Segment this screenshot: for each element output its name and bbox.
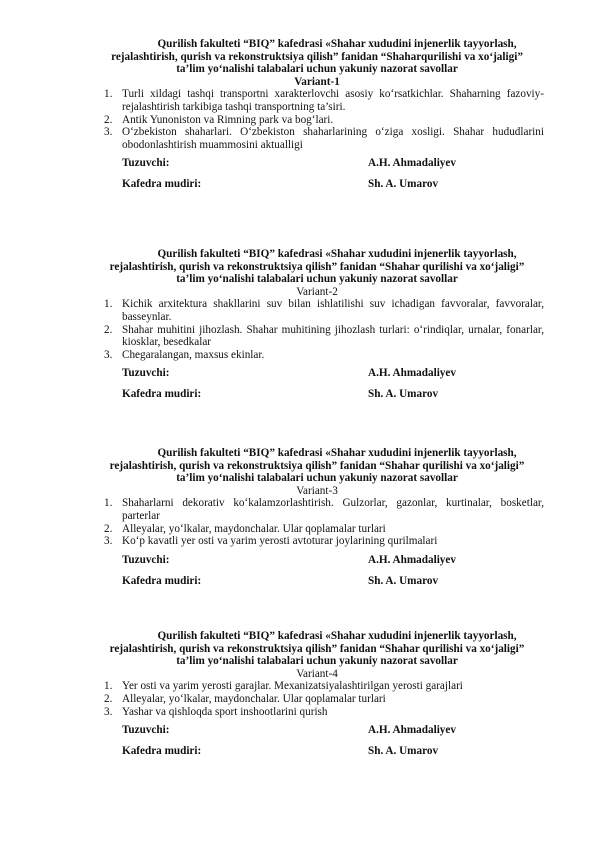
question-number: 2. [104,323,113,336]
question-item [0,680,596,693]
question-item [0,706,596,719]
variant-header [0,447,596,497]
question-text: Kichik arxitektura shakllarini suv bilan ishlatilishi suv ichadigan favvoralar, favvoralar, basseynlar. [122,298,544,323]
question-item [0,298,596,323]
question-number: 3. [104,348,113,361]
header-line-1: Qurilish fakulteti “BIQ” kafedrasi «Shahar xududini injenerlik tayyorlash, [157,38,517,50]
question-item [0,114,596,127]
header-line-3: ta’lim yo‘nalishi talabalari uchun yakuniy nazorat savollar [176,472,458,485]
mudir-name: Sh. A. Umarov [368,574,439,587]
question-list [0,497,596,547]
variant-block-2 [0,248,596,401]
signature-block [0,367,596,401]
mudir-label: Kafedra mudiri: [122,178,202,191]
header-line-1: Qurilish fakulteti “BIQ” kafedrasi «Shahar xududini injenerlik tayyorlash, [157,447,517,459]
question-number: 3. [104,126,113,139]
header-line-2: rejalashtirish, qurish va rekonstruktsiya qilish” fanidan “Shahar qurilishi va xo‘jaligi” [109,459,525,472]
question-number: 2. [104,522,113,535]
tuzuvchi-label: Tuzuvchi: [122,553,170,566]
mudir-name: Sh. A. Umarov [368,745,439,758]
signature-block [0,157,596,191]
question-item [0,535,596,548]
question-number: 1. [104,680,113,693]
tuzuvchi-name: A.H. Ahmadaliyev [368,724,456,737]
variant-block-3 [0,447,596,587]
variant-header [0,38,596,88]
question-text: Antik Yunoniston va Rimning park va bog‘lari. [122,113,334,126]
question-item [0,324,596,349]
question-text: O‘zbekiston shaharlari. O‘zbekiston shaharlarining o‘ziga xosligi. Shahar hududlarini obodonlashtirish muammosini aktualligi [122,126,544,151]
tuzuvchi-name: A.H. Ahmadaliyev [368,157,456,170]
tuzuvchi-label: Tuzuvchi: [122,157,170,170]
question-text: Shahar muhitini jihozlash. Shahar muhitining jihozlash turlari: o‘rindiqlar, urnalar, fonarlar, kiosklar, besedkalar [122,323,544,349]
header-line-3: ta’lim yo‘nalishi talabalari uchun yakuniy nazorat savollar [176,273,458,286]
question-number: 2. [104,692,113,705]
mudir-label: Kafedra mudiri: [122,574,202,587]
question-item [0,497,596,522]
header-line-3: ta’lim yo‘nalishi talabalari uchun yakuniy nazorat savollar [176,63,458,76]
header-line-1: Qurilish fakulteti “BIQ” kafedrasi «Shahar xududini injenerlik tayyorlash, [157,630,517,642]
mudir-label: Kafedra mudiri: [122,388,202,401]
variant-block-1 [0,38,596,191]
variant-header [0,248,596,298]
tuzuvchi-label: Tuzuvchi: [122,367,170,380]
question-number: 3. [104,705,113,718]
tuzuvchi-label: Tuzuvchi: [122,724,170,737]
variant-title: Variant-1 [294,75,340,88]
mudir-name: Sh. A. Umarov [368,388,439,401]
question-number: 1. [104,497,113,510]
header-line-1: Qurilish fakulteti “BIQ” kafedrasi «Shahar xududini injenerlik tayyorlash, [157,248,517,260]
signature-block [0,724,596,758]
variant-header [0,630,596,680]
question-list [0,680,596,718]
question-text: Yashar va qishloqda sport inshootlarini qurish [122,705,328,718]
question-item [0,349,596,362]
question-item [0,88,596,113]
question-text: Turli xildagi tashqi transportni xarakterlovchi asosiy ko‘rsatkichlar. Shaharning fazoviy-rejalashtirish tarkibiga tashqi transportning ta’siri. [122,88,544,113]
header-line-2: rejalashtirish, qurish va rekonstruktsiya qilish” fanidan “Shaharqurilishi va xo‘jaligi” [111,50,523,63]
question-text: Alleyalar, yo‘lkalar, maydonchalar. Ular qoplamalar turlari [122,522,386,535]
mudir-label: Kafedra mudiri: [122,745,202,758]
question-item [0,523,596,536]
question-text: Shaharlarni dekorativ ko‘kalamzorlashtirish. Gulzorlar, gazonlar, kurtinalar, bosketlar, parterlar [122,497,544,522]
question-text: Chegaralangan, maxsus ekinlar. [122,348,265,361]
header-line-2: rejalashtirish, qurish va rekonstruktsiya qilish” fanidan “Shahar qurilishi va xo‘jaligi” [109,260,525,273]
tuzuvchi-name: A.H. Ahmadaliyev [368,367,456,380]
question-number: 1. [104,298,113,311]
question-number: 3. [104,535,113,548]
variant-title: Variant-3 [296,484,338,497]
question-text: Alleyalar, yo‘lkalar, maydonchalar. Ular qoplamalar turlari [122,692,386,705]
variant-title: Variant-2 [296,285,338,298]
question-item [0,126,596,151]
mudir-name: Sh. A. Umarov [368,178,439,191]
question-item [0,693,596,706]
variant-title: Variant-4 [296,667,338,680]
question-list [0,88,596,151]
tuzuvchi-name: A.H. Ahmadaliyev [368,553,456,566]
variant-block-4 [0,630,596,758]
question-list [0,298,596,361]
question-number: 1. [104,88,113,101]
question-text: Yer osti va yarim yerosti garajlar. Mexanizatsiyalashtirilgan yerosti garajlari [122,680,463,693]
question-number: 2. [104,113,113,126]
question-text: Ko‘p kavatli yer osti va yarim yerosti avtoturar joylarining qurilmalari [122,535,438,548]
signature-block [0,553,596,587]
header-line-3: ta’lim yo‘nalishi talabalari uchun yakuniy nazorat savollar [176,655,458,668]
header-line-2: rejalashtirish, qurish va rekonstruktsiya qilish” fanidan “Shahar qurilishi va xo‘jaligi” [109,642,525,655]
